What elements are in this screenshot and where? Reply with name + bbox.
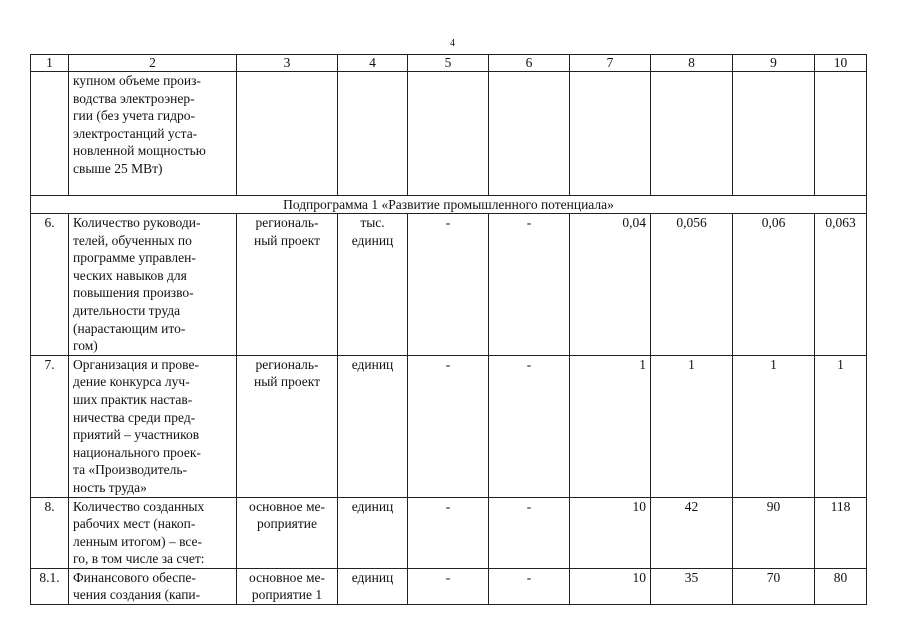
cell-value: 35 [651, 568, 733, 604]
cell-name: Количество созданных рабочих мест (накоп- ленным итогом) – все- го, в том числе за счет: [69, 497, 237, 568]
cell-unit: единиц [338, 568, 408, 604]
table-row-continuation [31, 72, 867, 196]
cell-value: - [408, 497, 489, 568]
column-header: 4 [338, 55, 408, 72]
table-row [31, 497, 867, 568]
cell-num [31, 72, 69, 196]
column-header: 8 [651, 55, 733, 72]
column-header: 6 [489, 55, 570, 72]
cell-name: Организация и прове- дение конкурса луч- ших практик настав- ничества среди пред- приятий – участников национального проек- та «Производитель- ность труда» [69, 355, 237, 497]
cell-value: 70 [733, 568, 815, 604]
cell-type: региональ- ный проект [237, 214, 338, 356]
cell-name: Количество руководи- телей, обученных по программе управлен- ческих навыков для повышения произво- дительности труда (нарастающим ито- гом) [69, 214, 237, 356]
cell-num: 6. [31, 214, 69, 356]
column-header: 1 [31, 55, 69, 72]
cell-value: 90 [733, 497, 815, 568]
cell-type: региональ- ный проект [237, 355, 338, 497]
cell-value [733, 72, 815, 196]
cell-num: 7. [31, 355, 69, 497]
cell-num: 8.1. [31, 568, 69, 604]
cell-value: 80 [815, 568, 867, 604]
table-row [31, 355, 867, 497]
cell-value: 0,04 [570, 214, 651, 356]
cell-value: - [408, 214, 489, 356]
indicators-table [30, 54, 867, 605]
cell-value: - [489, 497, 570, 568]
cell-value: 0,056 [651, 214, 733, 356]
cell-value [489, 72, 570, 196]
cell-value [815, 72, 867, 196]
cell-value: 1 [815, 355, 867, 497]
cell-value: 42 [651, 497, 733, 568]
cell-value: - [489, 355, 570, 497]
cell-value: - [489, 568, 570, 604]
cell-type [237, 72, 338, 196]
cell-unit: тыс. единиц [338, 214, 408, 356]
column-header: 5 [408, 55, 489, 72]
column-header: 9 [733, 55, 815, 72]
cell-value: 0,063 [815, 214, 867, 356]
cell-value [651, 72, 733, 196]
subprogram-title: Подпрограмма 1 «Развитие промышленного потенциала» [31, 196, 867, 214]
cell-value: 1 [570, 355, 651, 497]
column-header: 3 [237, 55, 338, 72]
cell-value: 0,06 [733, 214, 815, 356]
subprogram-row [31, 196, 867, 214]
table-header-row [31, 55, 867, 72]
cell-value: - [489, 214, 570, 356]
cell-value: 1 [733, 355, 815, 497]
cell-name: Финансового обеспе- чения создания (капи- [69, 568, 237, 604]
cell-value: - [408, 568, 489, 604]
cell-num: 8. [31, 497, 69, 568]
cell-value: 10 [570, 568, 651, 604]
table-row [31, 568, 867, 604]
page-number: 4 [450, 38, 455, 49]
column-header: 10 [815, 55, 867, 72]
cell-value: 10 [570, 497, 651, 568]
cell-value: 1 [651, 355, 733, 497]
cell-unit: единиц [338, 497, 408, 568]
cell-unit: единиц [338, 355, 408, 497]
cell-name: купном объеме произ- водства электроэнер- гии (без учета гидро- электростанций уста- новленной мощностью свыше 25 МВт) [69, 72, 237, 196]
cell-value: - [408, 355, 489, 497]
cell-value: 118 [815, 497, 867, 568]
cell-value [408, 72, 489, 196]
cell-type: основное ме- роприятие [237, 497, 338, 568]
cell-unit [338, 72, 408, 196]
column-header: 7 [570, 55, 651, 72]
column-header: 2 [69, 55, 237, 72]
cell-type: основное ме- роприятие 1 [237, 568, 338, 604]
cell-value [570, 72, 651, 196]
table-row [31, 214, 867, 356]
